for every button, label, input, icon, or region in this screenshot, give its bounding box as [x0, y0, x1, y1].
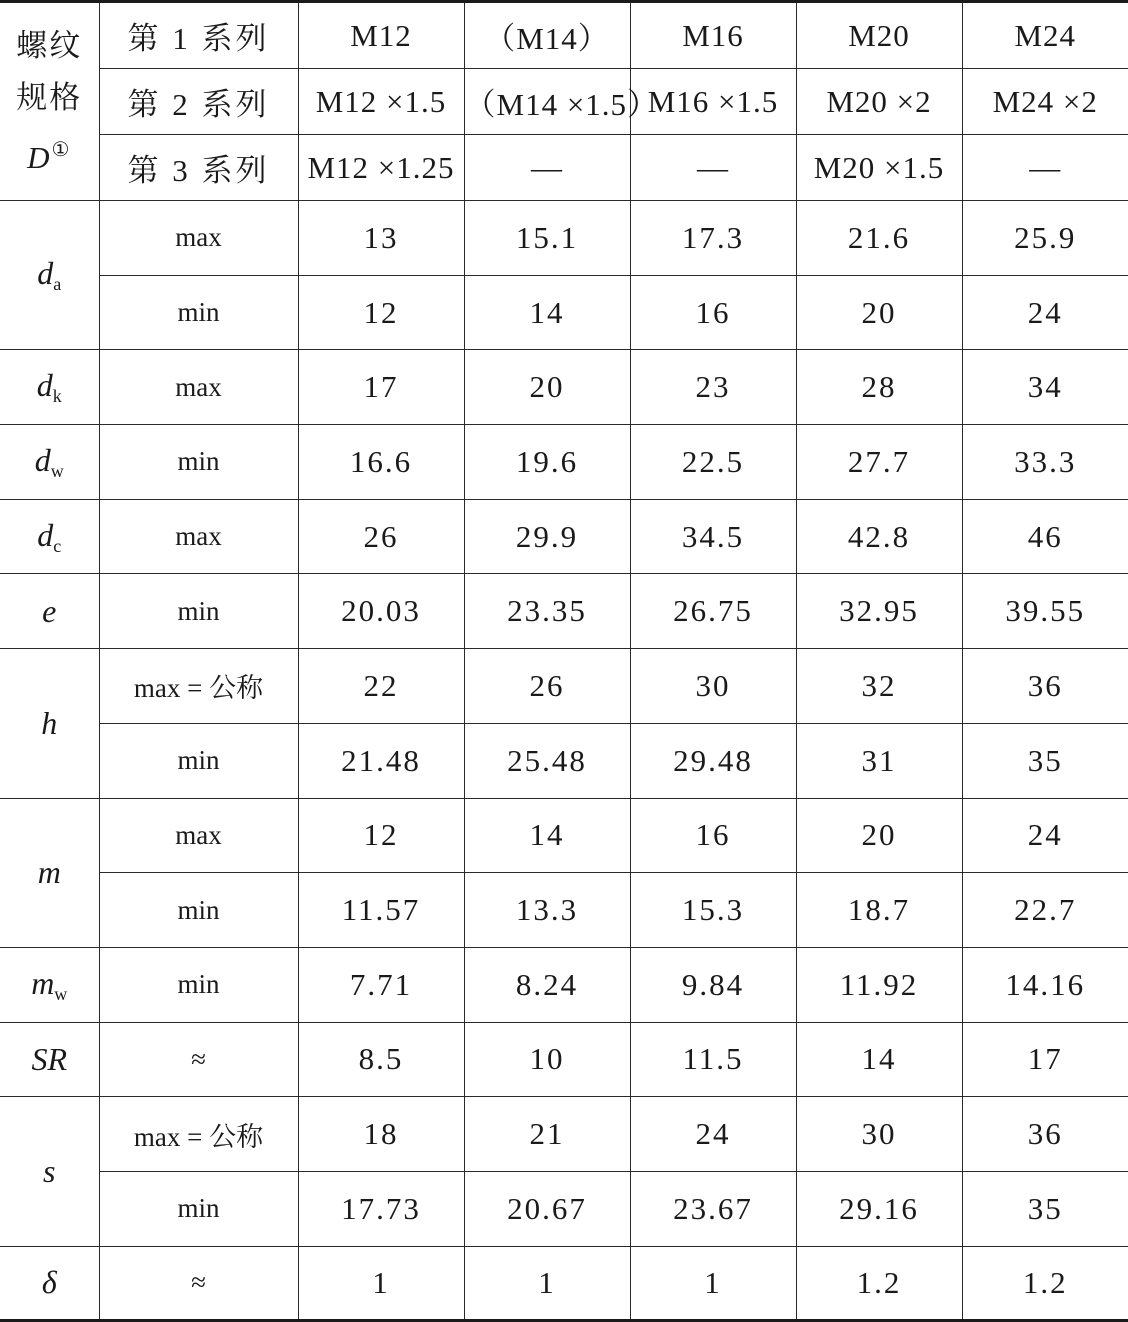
value-cell: 16.6 [298, 425, 464, 500]
dimension-symbol-main: d [36, 367, 53, 404]
table-row [0, 1022, 1128, 1097]
series-cell: （M14 ×1.5） [464, 69, 630, 135]
value-cell: 27.7 [796, 425, 962, 500]
value-cell: 35 [962, 1171, 1128, 1246]
limit-label: min [99, 574, 298, 649]
limit-label: ≈ [99, 1246, 298, 1321]
series-label: 第 1 系列 [99, 2, 298, 69]
value-cell: 31 [796, 723, 962, 798]
dimension-symbol [0, 350, 99, 425]
value-cell: 11.57 [298, 873, 464, 948]
value-cell: 33.3 [962, 425, 1128, 500]
table-row [0, 201, 1128, 276]
dimension-symbol-main: δ [41, 1264, 57, 1301]
table-row [0, 873, 1128, 948]
table-row [0, 947, 1128, 1022]
footnote-mark: ① [51, 138, 72, 161]
limit-label: max = 公称 [99, 1097, 298, 1172]
value-cell: 36 [962, 649, 1128, 724]
value-cell: 1 [464, 1246, 630, 1321]
value-cell: 15.1 [464, 201, 630, 276]
value-cell: 32.95 [796, 574, 962, 649]
dimension-symbol-subscript: k [52, 386, 62, 407]
value-cell: 14 [464, 798, 630, 873]
value-cell: 7.71 [298, 947, 464, 1022]
limit-label: max [99, 350, 298, 425]
value-cell: 39.55 [962, 574, 1128, 649]
value-cell: 20 [464, 350, 630, 425]
value-cell: 14 [464, 275, 630, 350]
dimension-symbol-main: d [34, 441, 51, 478]
limit-label: min [99, 275, 298, 350]
value-cell: 29.9 [464, 499, 630, 574]
thread-spec-header [0, 2, 99, 201]
value-cell: 15.3 [630, 873, 796, 948]
value-cell: 17 [298, 350, 464, 425]
thread-spec-line1: 螺纹 [16, 27, 83, 63]
limit-label: max [99, 798, 298, 873]
dimension-symbol-subscript: c [53, 535, 62, 556]
value-cell: 13.3 [464, 873, 630, 948]
value-cell: 22.7 [962, 873, 1128, 948]
value-cell: 42.8 [796, 499, 962, 574]
dimension-symbol-main: m [37, 854, 61, 891]
series-cell: M16 ×1.5 [630, 69, 796, 135]
series-cell: M24 [962, 2, 1128, 69]
limit-label: ≈ [99, 1022, 298, 1097]
value-cell: 28 [796, 350, 962, 425]
value-cell: 17.3 [630, 201, 796, 276]
dimension-symbol [0, 425, 99, 500]
limit-label: min [99, 723, 298, 798]
thread-spec-symbol: D [27, 139, 52, 175]
value-cell: 19.6 [464, 425, 630, 500]
table-row [0, 1246, 1128, 1321]
dimension-symbol [0, 201, 99, 350]
value-cell: 14.16 [962, 947, 1128, 1022]
value-cell: 1.2 [962, 1246, 1128, 1321]
thread-spec-line2: 规格 [16, 79, 83, 115]
limit-label: min [99, 873, 298, 948]
series-label: 第 3 系列 [99, 135, 298, 201]
table-row [0, 649, 1128, 724]
value-cell: 24 [962, 275, 1128, 350]
dimension-symbol-main: m [31, 964, 55, 1001]
dimension-symbol [0, 1097, 99, 1246]
series-cell: M12 [298, 2, 464, 69]
value-cell: 1 [630, 1246, 796, 1321]
value-cell: 26 [464, 649, 630, 724]
dimension-symbol [0, 947, 99, 1022]
series-cell: （M14） [464, 2, 630, 69]
series-cell: M20 [796, 2, 962, 69]
dimension-symbol [0, 574, 99, 649]
dimension-symbol [0, 649, 99, 798]
series-cell: M16 [630, 2, 796, 69]
value-cell: 30 [630, 649, 796, 724]
value-cell: 22.5 [630, 425, 796, 500]
dimension-symbol [0, 499, 99, 574]
value-cell: 8.24 [464, 947, 630, 1022]
value-cell: 17 [962, 1022, 1128, 1097]
dimension-symbol-subscript: w [50, 460, 64, 481]
value-cell: 18.7 [796, 873, 962, 948]
value-cell: 23.35 [464, 574, 630, 649]
series-cell: M12 ×1.25 [298, 135, 464, 201]
dimension-symbol-main: d [37, 516, 54, 553]
value-cell: 16 [630, 798, 796, 873]
value-cell: 23.67 [630, 1171, 796, 1246]
value-cell: 25.9 [962, 201, 1128, 276]
value-cell: 20.03 [298, 574, 464, 649]
value-cell: 20 [796, 275, 962, 350]
value-cell: 30 [796, 1097, 962, 1172]
value-cell: 20 [796, 798, 962, 873]
value-cell: 24 [630, 1097, 796, 1172]
table-row [0, 499, 1128, 574]
value-cell: 1 [298, 1246, 464, 1321]
value-cell: 17.73 [298, 1171, 464, 1246]
value-cell: 32 [796, 649, 962, 724]
dimension-symbol-subscript: a [53, 274, 62, 295]
header-row-series-1 [0, 2, 1128, 69]
value-cell: 1.2 [796, 1246, 962, 1321]
table-body [0, 2, 1128, 1321]
series-cell: M20 ×2 [796, 69, 962, 135]
value-cell: 8.5 [298, 1022, 464, 1097]
value-cell: 22 [298, 649, 464, 724]
value-cell: 46 [962, 499, 1128, 574]
value-cell: 12 [298, 275, 464, 350]
value-cell: 11.5 [630, 1022, 796, 1097]
value-cell: 10 [464, 1022, 630, 1097]
dimension-symbol-main: e [42, 592, 57, 629]
value-cell: 21 [464, 1097, 630, 1172]
value-cell: 26.75 [630, 574, 796, 649]
limit-label: min [99, 425, 298, 500]
header-row-series-3 [0, 135, 1128, 201]
value-cell: 11.92 [796, 947, 962, 1022]
series-cell: M24 ×2 [962, 69, 1128, 135]
series-cell: M20 ×1.5 [796, 135, 962, 201]
value-cell: 29.48 [630, 723, 796, 798]
dimension-symbol-subscript: w [54, 983, 68, 1004]
header-row-series-2 [0, 69, 1128, 135]
value-cell: 16 [630, 275, 796, 350]
value-cell: 26 [298, 499, 464, 574]
value-cell: 34 [962, 350, 1128, 425]
value-cell: 24 [962, 798, 1128, 873]
series-cell: — [962, 135, 1128, 201]
value-cell: 25.48 [464, 723, 630, 798]
dimension-symbol-main: h [41, 704, 58, 741]
value-cell: 20.67 [464, 1171, 630, 1246]
limit-label: min [99, 947, 298, 1022]
series-label: 第 2 系列 [99, 69, 298, 135]
table-row [0, 723, 1128, 798]
series-cell: — [630, 135, 796, 201]
table-row [0, 425, 1128, 500]
value-cell: 21.48 [298, 723, 464, 798]
dimension-symbol [0, 798, 99, 947]
value-cell: 23 [630, 350, 796, 425]
limit-label: max [99, 499, 298, 574]
value-cell: 34.5 [630, 499, 796, 574]
value-cell: 9.84 [630, 947, 796, 1022]
series-cell: — [464, 135, 630, 201]
value-cell: 29.16 [796, 1171, 962, 1246]
limit-label: max [99, 201, 298, 276]
series-cell: M12 ×1.5 [298, 69, 464, 135]
value-cell: 12 [298, 798, 464, 873]
value-cell: 13 [298, 201, 464, 276]
table-row [0, 798, 1128, 873]
dimension-symbol [0, 1246, 99, 1321]
dimension-symbol-main: SR [31, 1040, 68, 1077]
limit-label: max = 公称 [99, 649, 298, 724]
table-row [0, 350, 1128, 425]
table-row [0, 1097, 1128, 1172]
value-cell: 14 [796, 1022, 962, 1097]
dimension-symbol-main: s [43, 1152, 56, 1189]
value-cell: 36 [962, 1097, 1128, 1172]
table-row [0, 574, 1128, 649]
dimension-symbol-main: d [37, 255, 54, 292]
dimension-symbol [0, 1022, 99, 1097]
value-cell: 18 [298, 1097, 464, 1172]
table-row [0, 1171, 1128, 1246]
value-cell: 21.6 [796, 201, 962, 276]
table-row [0, 275, 1128, 350]
limit-label: min [99, 1171, 298, 1246]
value-cell: 35 [962, 723, 1128, 798]
